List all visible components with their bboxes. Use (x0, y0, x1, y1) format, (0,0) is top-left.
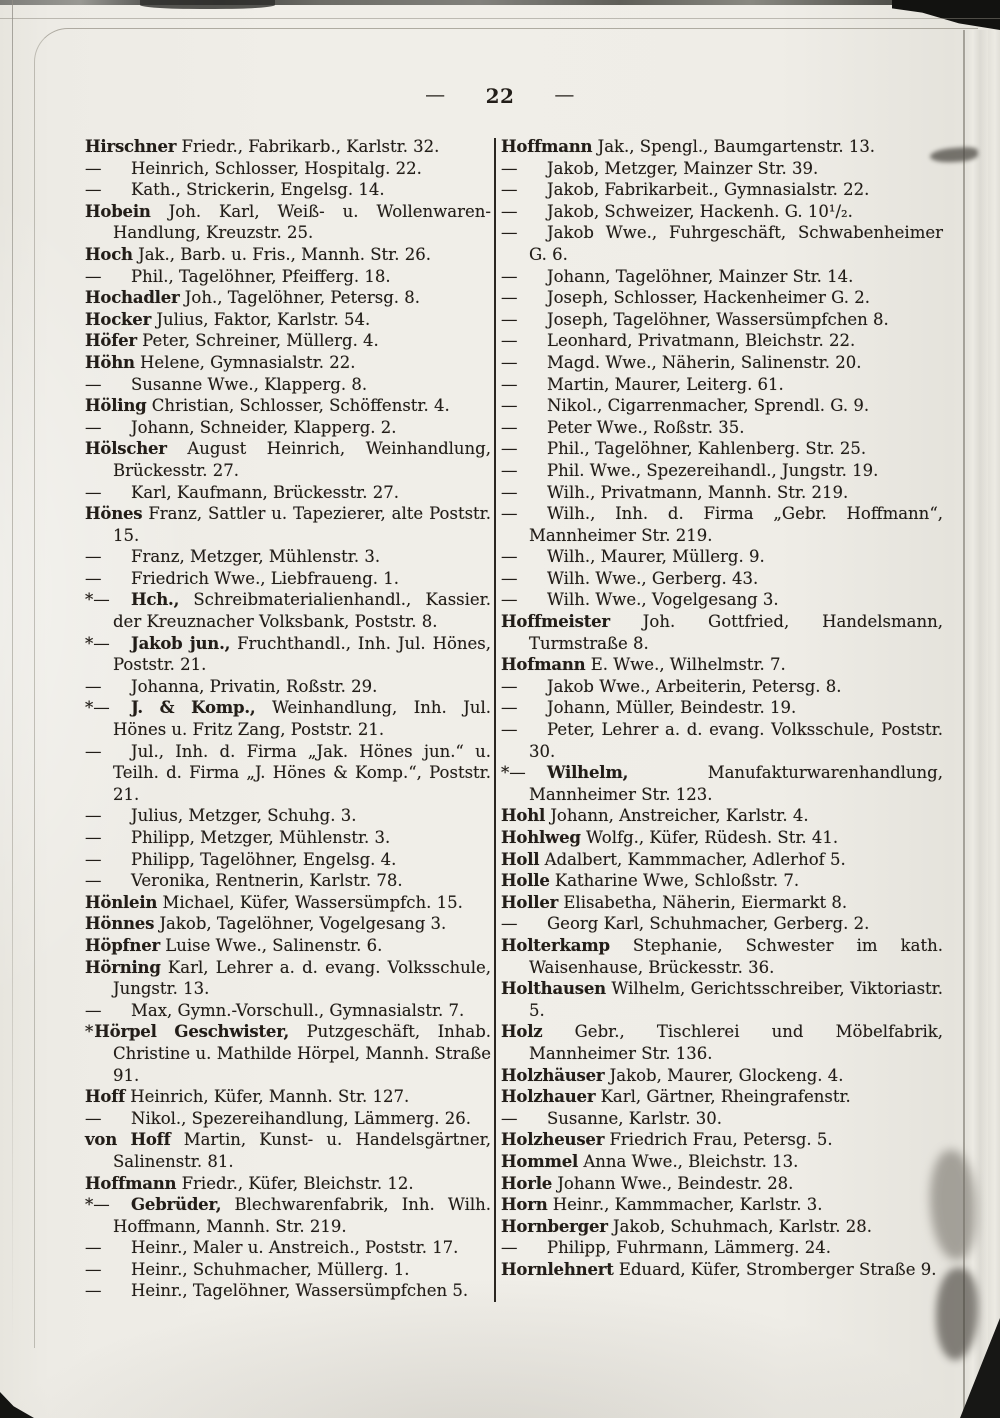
entry-text: E. Wwe., Wilhelmstr. 7. (590, 655, 786, 675)
entry-text: Martin, Kunst- u. Handelsgärtner, Salinenstr. 81. (113, 1130, 491, 1171)
directory-entry (85, 309, 491, 331)
surname-bold: Holz (501, 1022, 543, 1042)
directory-entry (501, 1065, 943, 1087)
entry-text: Schreibmaterialienhandl., Kassier. der Kreuznacher Volksbank, Poststr. 8. (113, 590, 491, 632)
directory-entry (501, 201, 943, 223)
directory-entry (85, 546, 491, 568)
entry-text: Gebr., Tischlerei und Möbelfabrik, Mannheimer Str. 136. (529, 1022, 943, 1063)
entry-text: Nikol., Spezereihandlung, Lämmerg. 26. (131, 1108, 471, 1128)
directory-entry (85, 201, 491, 244)
surname-bold: Hörning (85, 957, 161, 977)
entry-text: Heinrich, Küfer, Mannh. Str. 127. (130, 1087, 410, 1107)
directory-entry (85, 697, 491, 740)
surname-bold: Horn (501, 1195, 548, 1215)
directory-entry (501, 266, 943, 288)
entry-text: Karl, Gärtner, Rheingrafenstr. (600, 1087, 851, 1107)
left-fold-line (12, 0, 13, 1418)
surname-bold: Hornlehnert (501, 1259, 614, 1279)
surname-bold: Hch., (131, 590, 180, 610)
entry-text: Jakob Wwe., Arbeiterin, Petersg. 8. (547, 676, 842, 696)
surname-bold: Hochadler (85, 288, 180, 308)
entry-text: Phil., Tagelöhner, Kahlenberg. Str. 25. (547, 439, 867, 459)
entry-text: August Heinrich, Weinhandlung, Brückesstr. 27. (113, 439, 491, 480)
entry-text: Johann, Schneider, Klapperg. 2. (131, 417, 397, 437)
entry-text: Jul., Inh. d. Firma „Jak. Hönes jun.“ u. Teilh. d. Firma „J. Hönes & Komp.“, Poststr. 21. (113, 741, 491, 804)
repeat-dash-marker: — (85, 1000, 102, 1020)
directory-entry (501, 568, 943, 590)
surname-bold: Hoffmann (85, 1173, 177, 1193)
directory-entry (501, 935, 943, 978)
entry-text: Wilh., Privatmann, Mannh. Str. 219. (547, 482, 849, 502)
entry-text: Peter, Schreiner, Müllerg. 4. (142, 331, 379, 351)
directory-entry (501, 697, 943, 719)
repeat-dash-marker: — (85, 266, 102, 286)
repeat-dash-marker: — (501, 460, 518, 480)
directory-entry (85, 1129, 491, 1172)
directory-entry (85, 330, 491, 352)
directory-entry (501, 849, 943, 871)
directory-entry (85, 1194, 491, 1237)
surname-bold: Jakob jun., (131, 633, 231, 653)
entry-text: Jakob, Maurer, Glockeng. 4. (609, 1065, 844, 1085)
entry-text: Franz, Metzger, Mühlenstr. 3. (131, 547, 381, 567)
directory-entry (501, 892, 943, 914)
repeat-dash-marker: — (501, 352, 518, 372)
directory-entry (501, 611, 943, 654)
entry-text: Friedrich Wwe., Liebfraueng. 1. (131, 568, 400, 588)
directory-entry (501, 805, 943, 827)
directory-entry (85, 568, 491, 590)
scan-top-left-blob (140, 0, 275, 9)
directory-entry (85, 438, 491, 481)
repeat-dash-marker: — (85, 741, 102, 761)
entry-text: Heinr., Maler u. Anstreich., Poststr. 17. (131, 1238, 459, 1258)
directory-entry (501, 1216, 943, 1238)
repeat-dash-marker: — (85, 1108, 102, 1128)
repeat-dash-marker: — (501, 288, 518, 308)
directory-entry (501, 1086, 943, 1108)
entry-text: Christian, Schlosser, Schöffenstr. 4. (151, 396, 450, 416)
directory-entry (501, 503, 943, 546)
entry-text: Georg Karl, Schuhmacher, Gerberg. 2. (547, 914, 870, 934)
business-star-marker: *— (85, 1195, 110, 1215)
entry-text: Manufakturwarenhandlung, Mannheimer Str. 123. (529, 763, 943, 804)
directory-entry (501, 654, 943, 676)
directory-entry (85, 503, 491, 546)
surname-bold: Holler (501, 892, 559, 912)
directory-entry (85, 158, 491, 180)
surname-bold: Hoffmann (501, 137, 593, 156)
surname-bold: Holzhauer (501, 1087, 596, 1107)
entry-text: Heinr., Kammmacher, Karlstr. 3. (552, 1195, 823, 1215)
surname-bold: Höpfner (85, 935, 161, 955)
entry-text: Heinr., Tagelöhner, Wassersümpfchen 5. (131, 1281, 469, 1301)
entry-text: Veronika, Rentnerin, Karlstr. 78. (131, 871, 403, 891)
repeat-dash-marker: — (501, 158, 518, 178)
directory-entry (85, 913, 491, 935)
directory-entry (85, 1173, 491, 1195)
repeat-dash-marker: — (501, 720, 518, 740)
repeat-dash-marker: — (501, 417, 518, 437)
repeat-dash-marker: — (501, 914, 518, 934)
entry-text: Phil. Wwe., Spezereihandl., Jungstr. 19. (547, 460, 879, 480)
entry-text: Johanna, Privatin, Roßstr. 29. (131, 676, 378, 696)
entry-text: Wilh., Inh. d. Firma „Gebr. Hoffmann“, Mannheimer Str. 219. (529, 504, 943, 545)
repeat-dash-marker: — (501, 504, 518, 524)
entry-text: Johann, Tagelöhner, Mainzer Str. 14. (547, 266, 854, 286)
repeat-dash-marker: — (501, 180, 518, 200)
entry-text: Joh. Karl, Weiß- u. Wollenwaren-Handlung, Kreuzstr. 25. (113, 201, 491, 243)
directory-entry (85, 287, 491, 309)
surname-bold: Hoffmeister (501, 612, 610, 632)
surname-bold: Hirschner (85, 137, 177, 156)
entry-text: Philipp, Fuhrmann, Lämmerg. 24. (547, 1238, 832, 1258)
repeat-dash-marker: — (85, 482, 102, 502)
directory-entry (85, 741, 491, 806)
business-star-marker: *— (85, 590, 110, 610)
entry-text: Katharine Wwe, Schloßstr. 7. (554, 871, 800, 891)
directory-entry (85, 1021, 491, 1086)
directory-entry (85, 266, 491, 288)
directory-entry (85, 957, 491, 1000)
directory-entry (501, 417, 943, 439)
entry-text: Friedrich Frau, Petersg. 5. (609, 1130, 833, 1150)
entry-text: Julius, Faktor, Karlstr. 54. (156, 309, 371, 329)
entry-text: Susanne Wwe., Klapperg. 8. (131, 374, 368, 394)
entry-text: Friedr., Fabrikarb., Karlstr. 32. (181, 137, 440, 156)
page-number: 22 (485, 84, 515, 108)
repeat-dash-marker: — (501, 568, 518, 588)
repeat-dash-marker: — (501, 439, 518, 459)
directory-entry (501, 352, 943, 374)
surname-bold: Hoch (85, 244, 133, 264)
directory-entry (501, 1129, 943, 1151)
entry-text: Heinr., Schuhmacher, Müllerg. 1. (131, 1259, 410, 1279)
surname-bold: Holl (501, 849, 540, 869)
entry-text: Putzgeschäft, Inhab. Christine u. Mathilde Hörpel, Mannh. Straße 91. (113, 1022, 492, 1085)
entry-text: Adalbert, Kammmacher, Adlerhof 5. (544, 849, 846, 869)
business-star-marker: * (85, 1022, 94, 1042)
directory-entry (85, 1259, 491, 1281)
repeat-dash-marker: — (85, 871, 102, 891)
directory-entry (85, 849, 491, 871)
entry-text: Anna Wwe., Bleichstr. 13. (583, 1151, 799, 1171)
directory-entry (85, 676, 491, 698)
repeat-dash-marker: — (85, 1281, 102, 1301)
directory-entry (501, 913, 943, 935)
bottom-left-corner-blob (0, 1392, 34, 1418)
repeat-dash-marker: — (501, 374, 518, 394)
directory-entry (501, 546, 943, 568)
repeat-dash-marker: — (85, 547, 102, 567)
repeat-dash-marker: — (85, 828, 102, 847)
repeat-dash-marker: — (501, 331, 518, 351)
surname-bold: Hönes (85, 504, 143, 524)
surname-bold: Holzheuser (501, 1130, 605, 1150)
entry-text: Jak., Spengl., Baumgartenstr. 13. (597, 137, 876, 156)
directory-entry (85, 395, 491, 417)
entry-text: Franz, Sattler u. Tapezierer, alte Poststr. 15. (113, 504, 491, 545)
surname-bold: Hobein (85, 201, 151, 221)
header-dash-right: — (554, 82, 575, 106)
entry-text: Blechwarenfabrik, Inh. Wilh. Hoffmann, Mannh. Str. 219. (113, 1195, 491, 1236)
directory-entry (501, 136, 943, 158)
directory-entry (501, 482, 943, 504)
repeat-dash-marker: — (501, 266, 518, 286)
column-divider (494, 138, 496, 1302)
entry-text: Phil., Tagelöhner, Pfeifferg. 18. (131, 266, 391, 286)
repeat-dash-marker: — (85, 158, 102, 178)
repeat-dash-marker: — (85, 374, 102, 394)
surname-bold: Horle (501, 1173, 553, 1193)
directory-entry (501, 1151, 943, 1173)
entry-text: Peter, Lehrer a. d. evang. Volksschule, Poststr. 30. (529, 720, 943, 761)
entry-text: Johann, Müller, Beindestr. 19. (547, 698, 797, 718)
surname-bold: Holthausen (501, 979, 606, 999)
entry-text: Jakob, Tagelöhner, Vogelgesang 3. (159, 914, 447, 934)
repeat-dash-marker: — (85, 676, 102, 696)
surname-bold: Holzhäuser (501, 1065, 605, 1085)
entry-text: Wilhelm, Gerichtsschreiber, Viktoriastr. 5. (529, 979, 943, 1020)
entry-text: Helene, Gymnasialstr. 22. (140, 352, 356, 372)
surname-bold: Hommel (501, 1151, 579, 1171)
directory-entry (85, 244, 491, 266)
page-header (0, 84, 1000, 108)
repeat-dash-marker: — (501, 547, 518, 567)
entry-text: Jakob, Metzger, Mainzer Str. 39. (547, 158, 819, 178)
entry-text: Kath., Strickerin, Engelsg. 14. (131, 180, 385, 200)
surname-bold: Hohl (501, 806, 546, 826)
entry-text: Johann, Anstreicher, Karlstr. 4. (550, 806, 809, 826)
entry-text: Philipp, Tagelöhner, Engelsg. 4. (131, 849, 397, 869)
entry-text: Johann Wwe., Beindestr. 28. (557, 1173, 794, 1193)
entry-text: Elisabetha, Näherin, Eiermarkt 8. (563, 892, 848, 912)
entry-text: Susanne, Karlstr. 30. (547, 1108, 722, 1128)
entry-text: Wilh. Wwe., Gerberg. 43. (547, 568, 759, 588)
directory-entry (85, 352, 491, 374)
business-star-marker: *— (85, 698, 110, 718)
directory-entry (85, 374, 491, 396)
left-column (85, 136, 491, 1302)
surname-bold: Hönnes (85, 914, 155, 934)
entry-text: Wolfg., Küfer, Rüdesh. Str. 41. (585, 828, 839, 847)
scan-top-edge-strip (0, 0, 1000, 5)
directory-entry (501, 978, 943, 1021)
directory-entry (501, 460, 943, 482)
business-star-marker: *— (85, 633, 110, 653)
header-dash-left: — (425, 82, 446, 106)
entry-text: Philipp, Metzger, Mühlenstr. 3. (131, 828, 391, 847)
repeat-dash-marker: — (85, 1259, 102, 1279)
directory-entry (85, 1108, 491, 1130)
directory-entry (85, 1280, 491, 1302)
entry-text: Weinhandlung, Inh. Jul. Hönes u. Fritz Zang, Poststr. 21. (113, 698, 491, 740)
entry-text: Joh., Tagelöhner, Petersg. 8. (184, 288, 421, 308)
surname-bold: Wilhelm, (547, 763, 629, 783)
repeat-dash-marker: — (501, 309, 518, 329)
surname-bold: Hocker (85, 309, 152, 329)
directory-entry (85, 179, 491, 201)
directory-entry (85, 935, 491, 957)
surname-bold: Hohlweg (501, 828, 581, 847)
entry-text: Friedr., Küfer, Bleichstr. 12. (181, 1173, 414, 1193)
directory-entry (501, 719, 943, 762)
repeat-dash-marker: — (501, 698, 518, 718)
entry-text: Peter Wwe., Roßstr. 35. (547, 417, 745, 437)
directory-entry (501, 330, 943, 352)
directory-entry (85, 633, 491, 676)
surname-bold: Hoff (85, 1087, 125, 1107)
page-top-edge-line (0, 18, 1000, 19)
directory-entry (501, 374, 943, 396)
directory-entry (501, 1173, 943, 1195)
surname-bold: Hölscher (85, 439, 167, 459)
surname-bold: Höfer (85, 331, 137, 351)
directory-entry (501, 1194, 943, 1216)
surname-bold: Hofmann (501, 655, 586, 675)
repeat-dash-marker: — (85, 180, 102, 200)
right-column (501, 136, 943, 1302)
scan-top-right-blob (892, 0, 1000, 30)
business-star-marker: *— (501, 763, 526, 783)
entry-text: Jakob, Schweizer, Hackenh. G. 10¹/₂. (547, 201, 853, 221)
repeat-dash-marker: — (501, 201, 518, 221)
directory-entry (85, 870, 491, 892)
surname-bold: Holterkamp (501, 935, 610, 955)
entry-text: Jakob Wwe., Fuhrgeschäft, Schwabenheimer G. 6. (529, 223, 943, 264)
repeat-dash-marker: — (85, 806, 102, 826)
right-page-edge-line (963, 30, 965, 1418)
directory-entry (501, 158, 943, 180)
entry-text: Nikol., Cigarrenmacher, Sprendl. G. 9. (547, 396, 870, 416)
repeat-dash-marker: — (501, 223, 518, 243)
entry-text: Jakob, Fabrikarbeit., Gymnasialstr. 22. (547, 180, 870, 200)
directory-entry (501, 1259, 943, 1281)
directory-entry (85, 1086, 491, 1108)
entry-text: Wilh. Wwe., Vogelgesang 3. (547, 590, 779, 610)
repeat-dash-marker: — (501, 396, 518, 416)
entry-text: Karl, Kaufmann, Brückesstr. 27. (131, 482, 399, 502)
surname-bold: Hönlein (85, 892, 158, 912)
repeat-dash-marker: — (501, 1238, 518, 1258)
directory-entry (501, 827, 943, 849)
entry-text: Luise Wwe., Salinenstr. 6. (165, 935, 383, 955)
entry-text: Jakob, Schuhmach, Karlstr. 28. (613, 1216, 872, 1236)
bottom-right-corner-blob (960, 1318, 1000, 1418)
surname-bold: von Hoff (85, 1130, 171, 1150)
surname-bold: Gebrüder, (131, 1195, 222, 1215)
repeat-dash-marker: — (501, 482, 518, 502)
entry-text: Michael, Küfer, Wassersümpfch. 15. (162, 892, 463, 912)
repeat-dash-marker: — (85, 417, 102, 437)
directory-entry (85, 482, 491, 504)
directory-entry (85, 136, 491, 158)
directory-entry (501, 676, 943, 698)
surname-bold: Höhn (85, 352, 135, 372)
repeat-dash-marker: — (85, 568, 102, 588)
directory-entry (501, 1237, 943, 1259)
entry-text: Joh. Gottfried, Handelsmann, Turmstraße 8. (529, 612, 943, 653)
entry-text: Joseph, Tagelöhner, Wassersümpfchen 8. (547, 309, 889, 329)
entry-text: Magd. Wwe., Näherin, Salinenstr. 20. (547, 352, 862, 372)
entry-text: Martin, Maurer, Leiterg. 61. (547, 374, 784, 394)
directory-entry (501, 287, 943, 309)
entry-text: Jak., Barb. u. Fris., Mannh. Str. 26. (138, 244, 431, 264)
surname-bold: Hornberger (501, 1216, 608, 1236)
surname-bold: J. & Komp., (131, 698, 256, 718)
entry-text: Heinrich, Schlosser, Hospitalg. 22. (131, 158, 422, 178)
entry-text: Leonhard, Privatmann, Bleichstr. 22. (547, 331, 856, 351)
directory-entry (501, 1108, 943, 1130)
repeat-dash-marker: — (85, 1238, 102, 1258)
directory-entry (85, 1237, 491, 1259)
repeat-dash-marker: — (501, 676, 518, 696)
entry-text: Wilh., Maurer, Müllerg. 9. (547, 547, 765, 567)
repeat-dash-marker: — (501, 1108, 518, 1128)
directory-entry (85, 827, 491, 849)
directory-entry (501, 589, 943, 611)
entry-text: Stephanie, Schwester im kath. Waisenhause, Brückesstr. 36. (529, 935, 943, 977)
directory-entry (85, 805, 491, 827)
surname-bold: Hörpel Geschwister, (94, 1022, 290, 1042)
entry-text: Fruchthandl., Inh. Jul. Hönes, Poststr. 21. (113, 633, 492, 675)
directory-entry (501, 762, 943, 805)
directory-entry (501, 309, 943, 331)
directory-entry (85, 892, 491, 914)
directory-entry (85, 417, 491, 439)
directory-body (85, 136, 943, 1302)
entry-text: Max, Gymn.-Vorschull., Gymnasialstr. 7. (131, 1000, 465, 1020)
directory-entry (85, 589, 491, 632)
entry-text: Karl, Lehrer a. d. evang. Volksschule, Jungstr. 13. (113, 957, 491, 999)
directory-entry (501, 870, 943, 892)
directory-entry (501, 438, 943, 460)
directory-entry (501, 1021, 943, 1064)
repeat-dash-marker: — (501, 590, 518, 610)
surname-bold: Holle (501, 871, 550, 891)
entry-text: Julius, Metzger, Schuhg. 3. (131, 806, 357, 826)
directory-entry (501, 222, 943, 265)
directory-entry (501, 179, 943, 201)
right-page-stack (966, 30, 1000, 1418)
directory-entry (85, 1000, 491, 1022)
surname-bold: Höling (85, 396, 147, 416)
directory-entry (501, 395, 943, 417)
entry-text: Eduard, Küfer, Stromberger Straße 9. (618, 1259, 937, 1279)
repeat-dash-marker: — (85, 849, 102, 869)
entry-text: Joseph, Schlosser, Hackenheimer G. 2. (547, 288, 870, 308)
